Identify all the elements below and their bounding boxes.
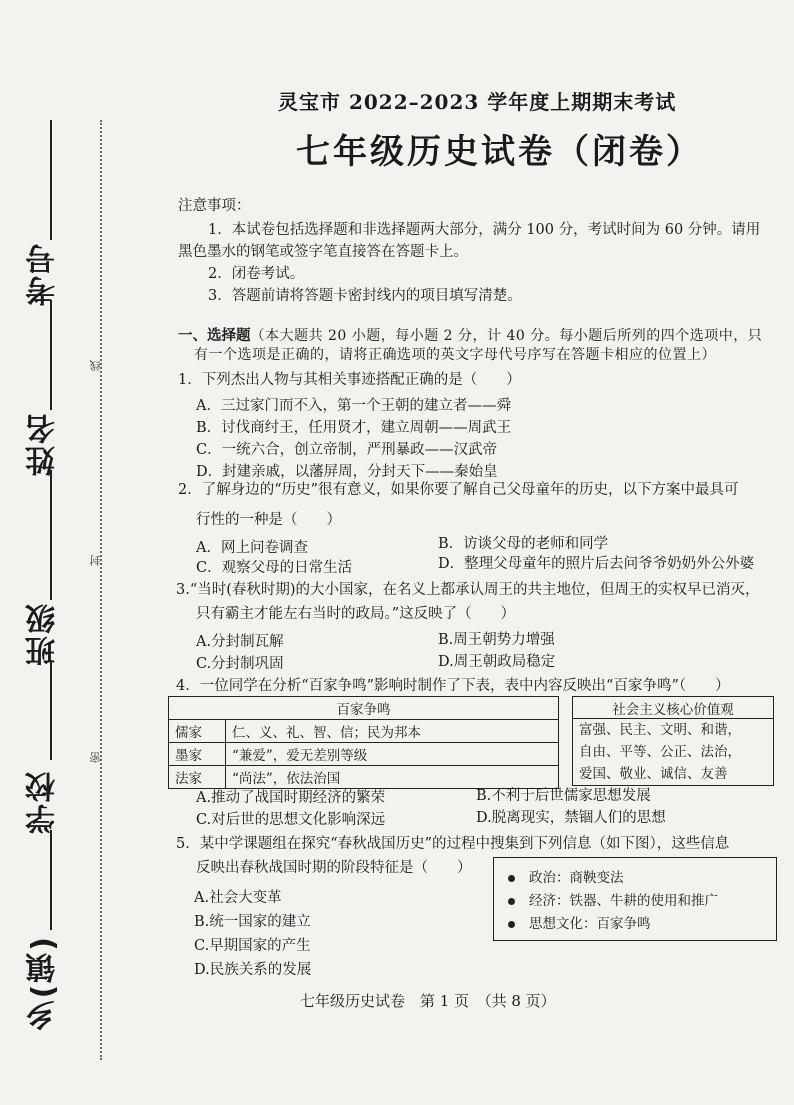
q1-option-a: A．三过家门而不入，第一个王朝的建立者——舜 bbox=[196, 398, 511, 414]
seal-line bbox=[100, 120, 102, 1060]
q3-option-c: C.分封制巩固 bbox=[196, 656, 284, 672]
bullet-icon bbox=[508, 921, 515, 928]
blank-line bbox=[50, 120, 52, 240]
table-cell: 法家 bbox=[169, 766, 226, 789]
note-item: 2．闭卷考试。 bbox=[208, 266, 305, 282]
q2-option-c: C．观察父母的日常生活 bbox=[196, 560, 353, 576]
info-item bbox=[508, 866, 624, 886]
blank-line bbox=[50, 660, 52, 760]
question-2-stem-cont: 行性的一种是（ ） bbox=[196, 512, 341, 528]
q3-option-d: D.周王朝政局稳定 bbox=[438, 654, 556, 670]
section-heading bbox=[178, 324, 762, 345]
info-item-text: 思想文化：百家争鸣 bbox=[529, 916, 651, 932]
q2-option-a: A．网上问卷调查 bbox=[196, 540, 308, 556]
question-3-stem-cont: 只有霸主才能左右当时的政局。”这反映了（ ） bbox=[196, 606, 516, 622]
table-cell: “尚法”，依法治国 bbox=[226, 766, 559, 789]
info-item-text: 经济：铁器、牛耕的使用和推广 bbox=[529, 893, 718, 909]
question-2-stem: 2．了解身边的“历史”很有意义，如果你要了解自己父母童年的历史，以下方案中最具可 bbox=[178, 482, 739, 498]
bullet-icon bbox=[508, 898, 515, 905]
q5-option-d: D.民族关系的发展 bbox=[194, 962, 312, 978]
q4-option-d: D.脱离现实，禁锢人们的思想 bbox=[476, 810, 666, 826]
info-box bbox=[493, 857, 777, 941]
info-item-text: 政治：商鞅变法 bbox=[529, 870, 624, 886]
q5-option-c: C.早期国家的产生 bbox=[194, 938, 311, 954]
question-5-stem-cont: 反映出春秋战国时期的阶段特征是（ ） bbox=[196, 860, 472, 876]
hundred-schools-table bbox=[168, 696, 559, 789]
info-item bbox=[508, 912, 651, 932]
name-label: 姓名 bbox=[26, 412, 61, 476]
question-4-stem: 4．一位同学在分析“百家争鸣”影响时制作了下表，表中内容反映出“百家争鸣”（ ） bbox=[176, 678, 730, 694]
township-label: 乡(镇) bbox=[26, 935, 61, 1031]
cut-mark-secret: 密 bbox=[89, 752, 102, 763]
q1-option-b: B．讨伐商纣王，任用贤才，建立周朝——周武王 bbox=[196, 420, 512, 436]
core-values-header: 社会主义核心价值观 bbox=[573, 697, 773, 719]
blank-line bbox=[50, 830, 52, 930]
question-5-stem: 5．某中学课题组在探究“春秋战国历史”的过程中搜集到下列信息（如下图），这些信息 bbox=[176, 836, 730, 852]
binding-strip bbox=[0, 0, 120, 1105]
table-row bbox=[169, 743, 559, 766]
note-item: 3．答题前请将答题卡密封线内的项目填写清楚。 bbox=[208, 288, 522, 304]
blank-line bbox=[50, 470, 52, 600]
bullet-icon bbox=[508, 875, 515, 882]
cut-mark-seal: 封 bbox=[89, 555, 102, 566]
note-item: 1．本试卷包括选择题和非选择题两大部分，满分 100 分，考试时间为 60 分钟。请用 bbox=[208, 222, 761, 238]
q2-option-d: D．整理父母童年的照片后去问爷爷奶奶外公外婆 bbox=[438, 556, 755, 572]
section-note-cont: 有一个选项是正确的，请将正确选项的英文字母代号序写在答题卡相应的位置上） bbox=[194, 347, 716, 363]
exam-title: 灵宝市 2022–2023 学年度上期期末考试 bbox=[278, 90, 677, 114]
section-note: （本大题共 20 小题，每小题 2 分，计 40 分。每小题后所列的四个选项中，只 bbox=[250, 328, 763, 344]
table-row bbox=[169, 720, 559, 743]
table-header-row bbox=[169, 697, 559, 720]
table-cell: 墨家 bbox=[169, 743, 226, 766]
core-values-line: 富强、民主、文明、和谐， bbox=[579, 722, 741, 738]
q1-option-d: D．封建亲戚，以藩屏周，分封天下——秦始皇 bbox=[196, 464, 498, 480]
core-values-line: 爱国、敬业、诚信、友善 bbox=[579, 766, 728, 782]
q5-option-a: A.社会大变革 bbox=[194, 890, 282, 906]
q4-option-c: C.对后世的思想文化影响深远 bbox=[196, 812, 386, 828]
q1-option-c: C．一统六合，创立帝制，严刑暴政——汉武帝 bbox=[196, 442, 498, 458]
q3-option-b: B.周王朝势力增强 bbox=[438, 632, 555, 648]
question-1-stem: 1．下列杰出人物与其相关事迹搭配正确的是（ ） bbox=[178, 372, 521, 388]
exam-number-label: 考号 bbox=[26, 242, 61, 306]
core-values-box bbox=[572, 696, 774, 786]
class-label: 班级 bbox=[26, 602, 61, 666]
table-cell: 儒家 bbox=[169, 720, 226, 743]
q4-option-b: B.不利于后世儒家思想发展 bbox=[476, 788, 651, 804]
q3-option-a: A.分封制瓦解 bbox=[196, 634, 284, 650]
notes-heading: 注意事项： bbox=[178, 198, 251, 214]
q5-option-b: B.统一国家的建立 bbox=[194, 914, 311, 930]
table-cell: 仁、义、礼、智、信；民为邦本 bbox=[226, 720, 559, 743]
q2-option-b: B．访谈父母的老师和同学 bbox=[438, 536, 609, 552]
table-cell: “兼爱”，爱无差别等级 bbox=[226, 743, 559, 766]
exam-subtitle: 七年级历史试卷（闭卷） bbox=[296, 132, 703, 172]
table-header: 百家争鸣 bbox=[169, 697, 559, 720]
cut-mark-line: 线 bbox=[89, 360, 102, 371]
blank-line bbox=[50, 300, 52, 410]
school-label: 学校 bbox=[26, 770, 61, 834]
q4-option-a: A.推动了战国时期经济的繁荣 bbox=[196, 790, 386, 806]
question-3-stem: 3.“当时(春秋时期)的大小国家，在名义上都承认周王的共主地位，但周王的实权早已消灭， bbox=[176, 582, 760, 598]
page-footer: 七年级历史试卷 第 1 页 （共 8 页） bbox=[300, 992, 556, 1010]
note-item: 黑色墨水的钢笔或签字笔直接答在答题卡上。 bbox=[178, 244, 468, 260]
core-values-line: 自由、平等、公正、法治， bbox=[579, 744, 741, 760]
info-item bbox=[508, 889, 718, 909]
section-title: 一、选择题 bbox=[178, 327, 251, 344]
